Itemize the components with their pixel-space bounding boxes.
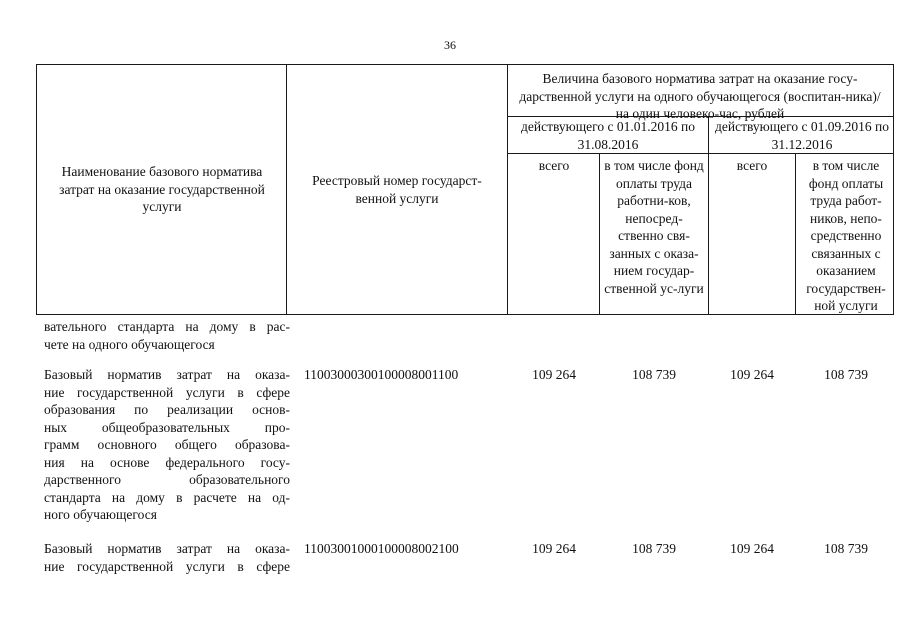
header-col-registry: Реестровый номер государст-венной услуги — [312, 173, 482, 206]
row-0-name-line: вательного стандарта на дому в рас- — [44, 319, 290, 334]
header-p1-total: всего — [538, 158, 570, 173]
row-2-registry-number: 11003001000100008002100 — [304, 541, 459, 556]
header-p2-total: всего — [736, 158, 768, 173]
header-period-1: действующего с 01.01.2016 по 31.08.2016 — [521, 119, 695, 152]
row-0-name-line: чете на одного обучающегося — [44, 336, 215, 352]
row-1-name-line: грамм основного общего образова- — [44, 437, 290, 452]
row-1-p1-total: 109 264 — [532, 367, 576, 382]
header-p1-including: в том числе фонд оплаты труда работни-ков, непосред-ственно свя-занных с оказа-нием государ-ственной ус-луги — [604, 158, 704, 296]
row-1-name-line: ных общеобразовательных про- — [44, 419, 290, 435]
row-1-p1-including: 108 739 — [632, 367, 676, 382]
row-1-name-line: ние государственной услуги в сфере — [44, 384, 290, 400]
row-1-name-line: Базовый норматив затрат на оказа- — [44, 367, 290, 382]
row-1-name-line: ния на основе федерального госу- — [44, 454, 290, 470]
row-2-name-line: Базовый норматив затрат на оказа- — [44, 541, 290, 556]
header-period-2: действующего с 01.09.2016 по 31.12.2016 — [715, 119, 889, 152]
row-2-p2-total: 109 264 — [730, 541, 774, 556]
row-2-p1-total: 109 264 — [532, 541, 576, 556]
row-1-name-line: дарственного образовательного — [44, 472, 290, 487]
row-1-name — [44, 366, 290, 524]
row-1-name-line: образования по реализации основ- — [44, 402, 290, 417]
row-2-name — [44, 540, 290, 575]
row-1-p2-including: 108 739 — [824, 367, 868, 382]
row-1-name-line: стандарта на дому в расчете на од- — [44, 489, 290, 505]
header-col-value: Величина базового норматива затрат на оказание госу-дарственной услуги на одного обучающегося (воспитан-ника)/ на один человеко-час, рублей — [519, 71, 881, 121]
header-p2-including: в том числе фонд оплаты труда работ-ников, непо-средственно связанных с оказанием государствен-ной услуги — [806, 158, 886, 313]
row-2-p2-including: 108 739 — [824, 541, 868, 556]
row-1-registry-number: 11003000300100008001100 — [304, 367, 459, 382]
page-number: 36 — [444, 38, 456, 52]
row-0-name — [44, 318, 290, 353]
row-2-p1-including: 108 739 — [632, 541, 676, 556]
row-1-name-line: ного обучающегося — [44, 507, 157, 522]
row-2-name-line: ние государственной услуги в сфере — [44, 558, 290, 574]
row-1-p2-total: 109 264 — [730, 367, 774, 382]
header-col-name: Наименование базового норматива затрат на оказание государственной услуги — [59, 164, 265, 214]
